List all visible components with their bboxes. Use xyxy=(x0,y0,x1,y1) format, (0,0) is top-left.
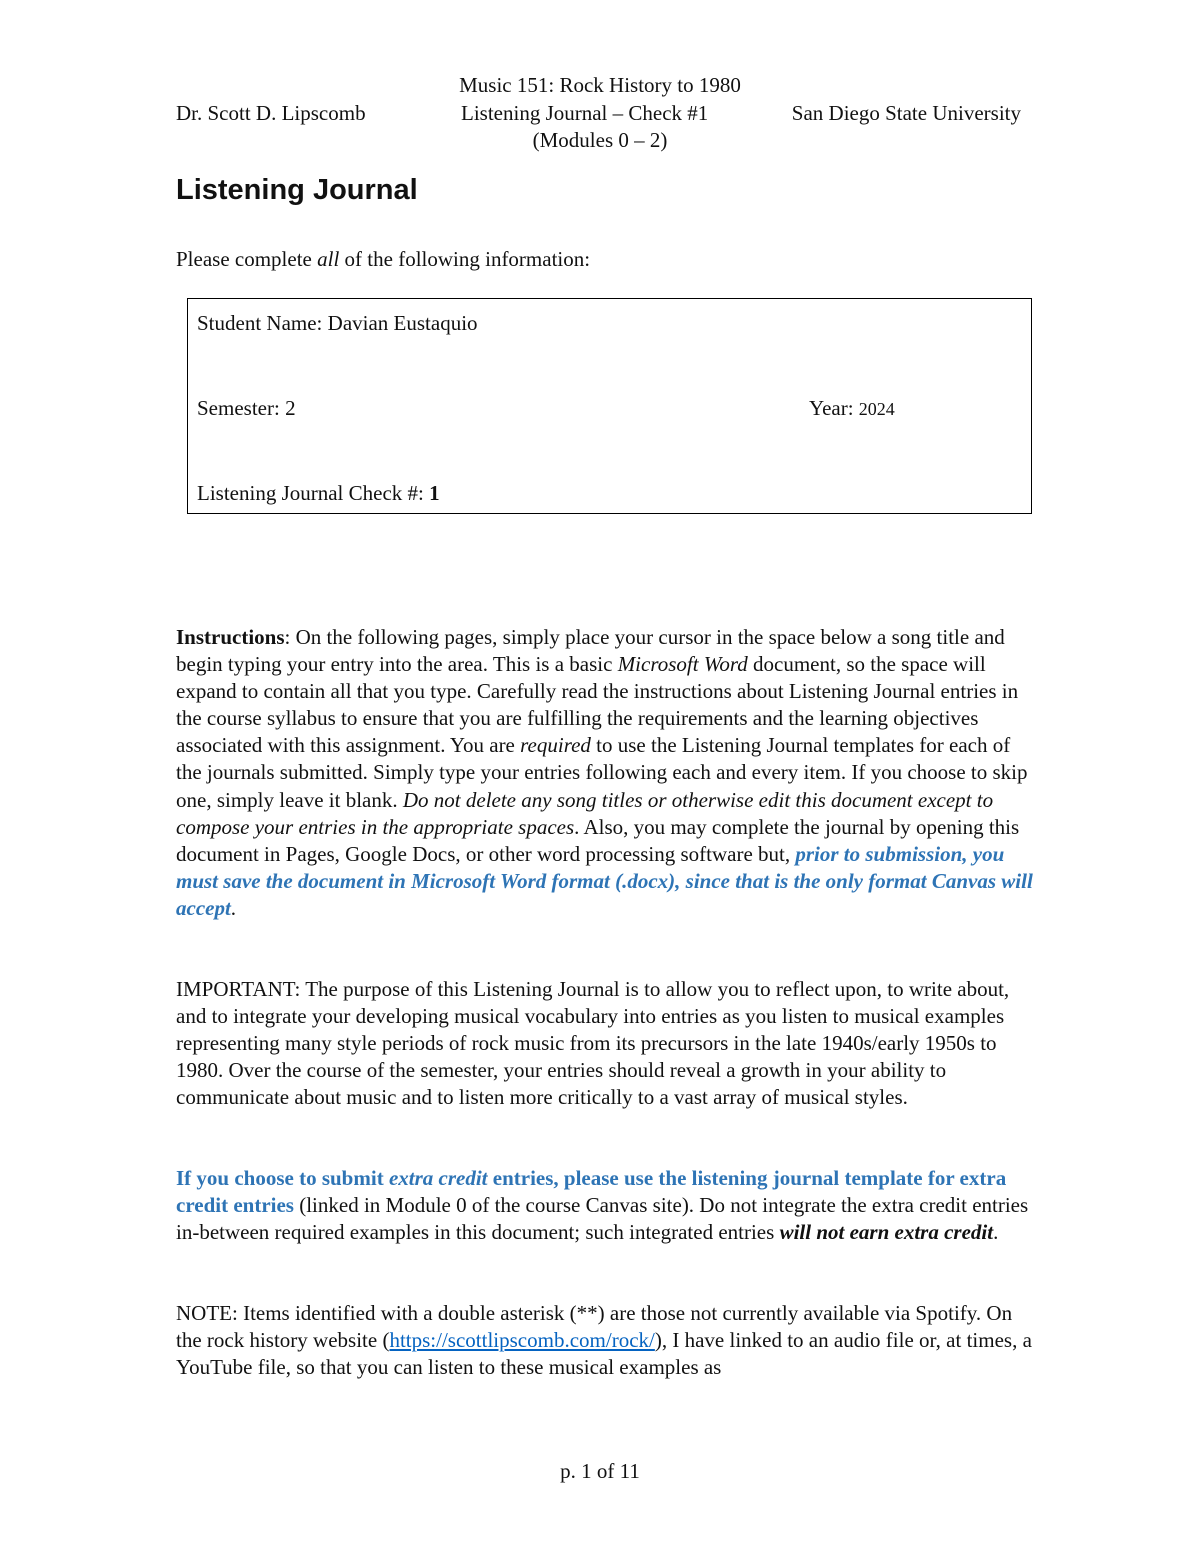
info-prompt xyxy=(176,245,590,273)
page-title: Listening Journal xyxy=(176,174,418,206)
check-number-label: Listening Journal Check #: xyxy=(197,481,430,505)
year-value: 2024 xyxy=(858,399,895,419)
check-number-value: 1 xyxy=(429,481,440,505)
header-assignment: Listening Journal – Check #1 xyxy=(461,101,709,125)
note-text: ), I have linked to an audio file or, at times, a YouTube file, so that you can listen to these musical examples as xyxy=(176,1328,1032,1380)
header-modules: (Modules 0 – 2) xyxy=(532,128,668,152)
semester-value: 2 xyxy=(285,396,296,420)
page-number: p. 1 of 11 xyxy=(560,1459,640,1483)
instructions-paragraph xyxy=(176,624,1036,922)
rock-history-link[interactable]: https://scottlipscomb.com/rock/ xyxy=(389,1328,655,1353)
instructions-text: document, so the space will expand to contain all that you type. Carefully read the instructions about Listening Journal entries in the course syllabus to ensure that you are fulfilling the requirements and the learning objectives associated with this assignment. You are xyxy=(176,652,1019,758)
prompt-text-end: of the following information: xyxy=(339,247,591,271)
header-university: San Diego State University xyxy=(791,101,1021,125)
required-emphasis: required xyxy=(520,733,591,758)
student-name-label: Student Name: xyxy=(197,311,328,335)
semester-label: Semester: xyxy=(197,396,286,420)
docx-requirement: prior to submission, you must save the document in Microsoft Word format (.docx), since that is the only format Canvas will accept xyxy=(176,841,1033,920)
do-not-delete-note: Do not delete any song titles or otherwise edit this document except to compose your entries in the appropriate spaces xyxy=(176,787,994,839)
note-paragraph xyxy=(176,1300,1036,1381)
check-number-field[interactable] xyxy=(197,479,440,507)
extra-credit-emphasis: extra credit xyxy=(388,1166,488,1190)
instructions-text: : On the following pages, simply place your cursor in the space below a song title and begin typing your entry into the area. This is a basic xyxy=(176,625,1005,677)
extra-credit-paragraph xyxy=(176,1165,1036,1246)
instructions-text: . Also, you may complete the journal by opening this document in Pages, Google Docs, or other word processing software but, xyxy=(176,814,1020,866)
year-field[interactable] xyxy=(809,394,895,423)
note-text: NOTE: Items identified with a double asterisk (**) are those not currently available via Spotify. On the rock history website ( xyxy=(176,1301,1013,1353)
instructions-label: Instructions xyxy=(176,625,285,649)
student-name-value: Davian Eustaquio xyxy=(327,311,478,335)
prompt-emphasis: all xyxy=(317,247,340,271)
extra-credit-text: . xyxy=(993,1220,999,1245)
word-app-name: Microsoft Word xyxy=(617,652,748,677)
prompt-text: Please complete xyxy=(176,247,318,271)
header-instructor: Dr. Scott D. Lipscomb xyxy=(176,101,366,125)
instructions-text: to use the Listening Journal templates for each of the journals submitted. Simply type your entries following each and every item. If you choose to skip one, simply leave it blank. xyxy=(176,733,1028,812)
no-extra-credit-warning: will not earn extra credit xyxy=(779,1220,994,1245)
extra-credit-text: (linked in Module 0 of the course Canvas site). Do not integrate the extra credit entries in-between required examples in this document; such integrated entries xyxy=(176,1193,1029,1245)
student-name-field[interactable] xyxy=(197,309,478,337)
extra-credit-heading: If you choose to submit xyxy=(176,1166,389,1190)
header-course: Music 151: Rock History to 1980 xyxy=(459,73,741,97)
semester-field[interactable] xyxy=(197,394,296,422)
important-paragraph: IMPORTANT: The purpose of this Listening Journal is to allow you to reflect upon, to write about, and to integrate your developing musical vocabulary into entries as you listen to musical examples representing many style periods of rock music from its precursors in the late 1940s/early 1950s to 1980. Over the course of the semester, your entries should reveal a growth in your ability to communicate about music and to listen more critically to a vast array of musical styles. xyxy=(176,977,1010,1110)
instructions-text: . xyxy=(230,895,237,920)
student-info-box xyxy=(187,298,1032,514)
extra-credit-heading: entries, please use the listening journal template for extra credit entries xyxy=(176,1166,1007,1218)
year-label: Year: xyxy=(809,396,859,420)
